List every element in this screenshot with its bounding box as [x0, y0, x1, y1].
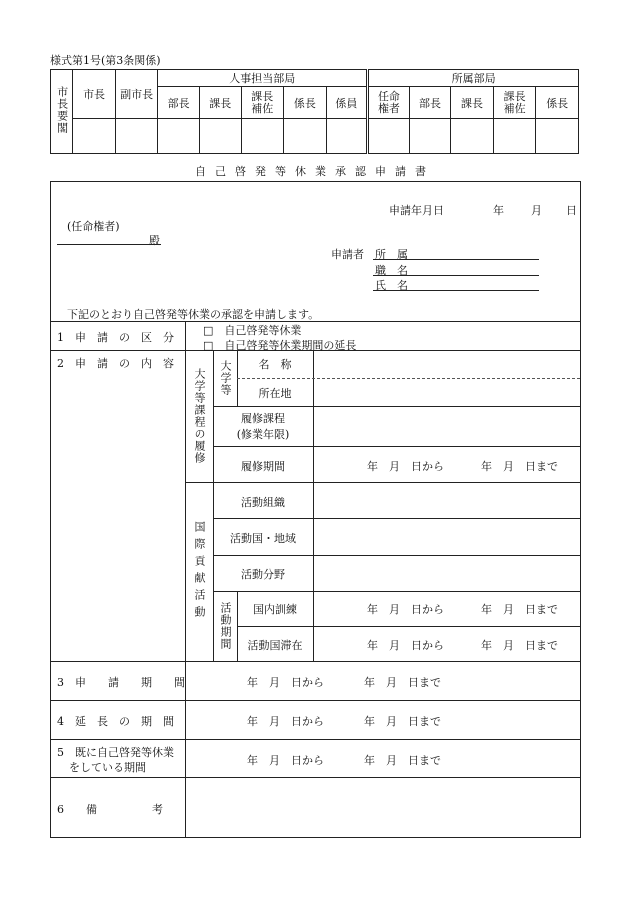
- vice-mayor-cell: 副市長: [115, 70, 158, 119]
- document-title: 自己啓発等休業承認申請書: [195, 165, 435, 178]
- hr-col: 係長: [284, 87, 327, 119]
- honorific: 殿: [149, 234, 160, 247]
- appointer-label: (任命権者): [67, 220, 120, 233]
- prior-period-from[interactable]: 年 月 日から: [247, 754, 324, 767]
- stamp-cell[interactable]: [409, 119, 451, 154]
- year-unit: 年: [493, 204, 504, 217]
- own-col: 課長補佐: [493, 87, 536, 119]
- stay-to[interactable]: 年 月 日まで: [481, 639, 558, 652]
- act-period-label: 活動期間: [219, 602, 232, 650]
- own-dept-header: 所属部局: [368, 70, 579, 87]
- intro-text: 下記のとおり自己啓発等休業の承認を申請します。: [67, 308, 320, 321]
- univ-address-field[interactable]: [314, 380, 579, 405]
- position-line[interactable]: [373, 275, 539, 276]
- stamp-cell[interactable]: [115, 119, 158, 154]
- request-period-to[interactable]: 年 月 日まで: [364, 676, 441, 689]
- hr-col: 課長: [199, 87, 241, 119]
- appointer-line[interactable]: [57, 244, 161, 245]
- application-form: [50, 181, 581, 838]
- intl-label: 国際貢献活動: [193, 520, 206, 623]
- option-extension[interactable]: □ 自己啓発等休業期間の延長: [203, 339, 357, 352]
- org-field[interactable]: [314, 483, 579, 517]
- hr-col: 係員: [326, 87, 368, 119]
- row4-label: 4 延 長 の 期 間: [57, 715, 174, 728]
- mayor-group-cell: 市長要閣: [51, 70, 73, 154]
- position-label: 職 名: [375, 264, 408, 277]
- row1-label: 1 申 請 の 区 分: [57, 331, 174, 344]
- course-label: 履修課程: [241, 412, 285, 425]
- name-label: 氏 名: [375, 279, 408, 292]
- domestic-to[interactable]: 年 月 日まで: [481, 603, 558, 616]
- stamp-cell[interactable]: [368, 119, 410, 154]
- stay-label: 活動国滞在: [247, 639, 303, 652]
- stamp-cell[interactable]: [493, 119, 536, 154]
- hr-dept-header: 人事担当部局: [158, 70, 368, 87]
- stamp-cell[interactable]: [158, 119, 200, 154]
- row5-label-line1: 5 既に自己啓発等休業: [57, 746, 174, 759]
- stamp-cell[interactable]: [284, 119, 327, 154]
- applicant-label: 申請者: [331, 248, 364, 261]
- course-years-label: (修業年限): [236, 428, 290, 441]
- own-col: 係長: [536, 87, 579, 119]
- univ-name-label: 名 称: [258, 358, 292, 371]
- course-field[interactable]: [314, 407, 579, 445]
- approval-table: [50, 69, 579, 154]
- study-period-from[interactable]: 年 月 日から: [367, 460, 444, 473]
- stamp-cell[interactable]: [326, 119, 368, 154]
- stamp-cell[interactable]: [73, 119, 116, 154]
- domestic-from[interactable]: 年 月 日から: [367, 603, 444, 616]
- affiliation-label: 所 属: [375, 248, 408, 261]
- own-col: 部長: [409, 87, 451, 119]
- stamp-cell[interactable]: [199, 119, 241, 154]
- country-label: 活動国・地域: [230, 532, 296, 545]
- univ-course-label: 大学等課程の履修: [193, 368, 206, 464]
- prior-period-to[interactable]: 年 月 日まで: [364, 754, 441, 767]
- field-field[interactable]: [314, 556, 579, 590]
- month-unit: 月: [531, 204, 542, 217]
- univ-name-field[interactable]: [314, 351, 579, 377]
- country-field[interactable]: [314, 519, 579, 554]
- stamp-cell[interactable]: [241, 119, 284, 154]
- extension-period-from[interactable]: 年 月 日から: [247, 715, 324, 728]
- study-period-to[interactable]: 年 月 日まで: [481, 460, 558, 473]
- form-label: 様式第1号(第3条関係): [50, 54, 161, 67]
- stay-from[interactable]: 年 月 日から: [367, 639, 444, 652]
- request-period-from[interactable]: 年 月 日から: [247, 676, 324, 689]
- org-label: 活動組織: [241, 496, 285, 509]
- date-label: 申請年月日: [389, 204, 444, 217]
- univ-address-label: 所在地: [258, 387, 292, 400]
- row6-label: 6 備 考: [57, 803, 163, 816]
- row2-label: 2 申 請 の 内 容: [57, 357, 174, 370]
- stamp-cell[interactable]: [536, 119, 579, 154]
- study-period-label: 履修期間: [241, 460, 285, 473]
- name-line[interactable]: [373, 290, 539, 291]
- remarks-field[interactable]: [187, 779, 579, 836]
- stamp-cell[interactable]: [451, 119, 494, 154]
- hr-col: 課長補佐: [241, 87, 284, 119]
- affiliation-line[interactable]: [373, 259, 539, 260]
- hr-col: 部長: [158, 87, 200, 119]
- own-col: 課長: [451, 87, 494, 119]
- day-unit: 日: [566, 204, 577, 217]
- option-leave[interactable]: □ 自己啓発等休業: [203, 324, 302, 337]
- mayor-cell: 市長: [73, 70, 116, 119]
- extension-period-to[interactable]: 年 月 日まで: [364, 715, 441, 728]
- domestic-label: 国内訓練: [253, 603, 297, 616]
- own-col: 任命権者: [368, 87, 410, 119]
- field-label: 活動分野: [241, 568, 285, 581]
- row3-label: 3 申 請 期 間: [57, 676, 185, 689]
- univ-label: 大学等: [219, 360, 232, 396]
- row5-label-line2: をしている期間: [69, 761, 146, 774]
